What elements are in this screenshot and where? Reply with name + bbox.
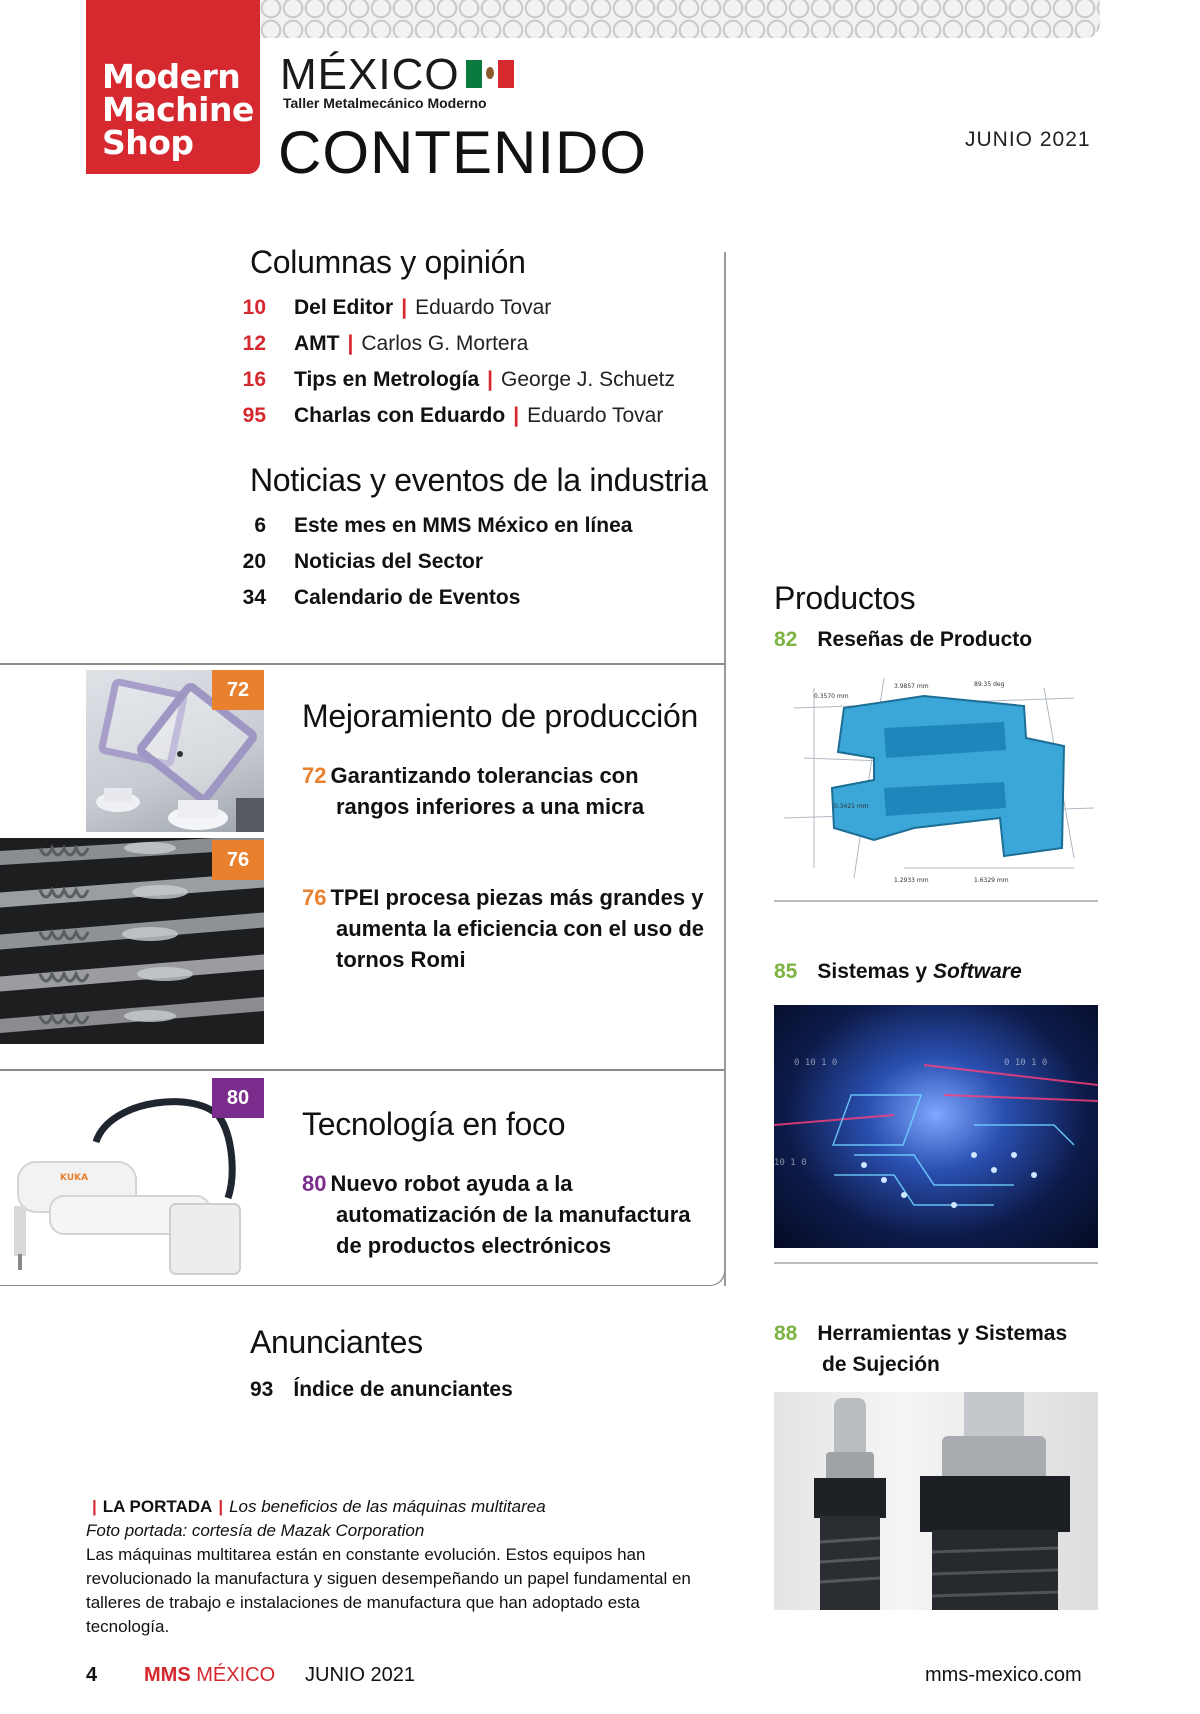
footer-brand-light: MÉXICO — [196, 1664, 276, 1686]
page-number: 93 — [250, 1378, 274, 1401]
logo-line-3: Shop — [102, 123, 194, 162]
footer-date: JUNIO 2021 — [305, 1664, 416, 1686]
feature-entry[interactable] — [302, 760, 644, 822]
entry-title-line: de productos electrónicos — [336, 1233, 612, 1258]
svg-text:0.3421 mm: 0.3421 mm — [834, 803, 869, 810]
divider-productos-2 — [774, 1262, 1098, 1264]
divider-mejoramiento — [0, 663, 726, 665]
entry-title: AMT — [294, 332, 340, 355]
page-number: 95 — [242, 404, 266, 427]
page-number: 6 — [254, 514, 266, 537]
svg-text:1.6329 mm: 1.6329 mm — [974, 877, 1009, 884]
page-number: 12 — [242, 332, 266, 355]
page-number: 20 — [242, 550, 266, 573]
cover-description — [86, 1495, 726, 1639]
section-heading-noticias: Noticias y eventos de la industria — [250, 462, 708, 498]
toc-entry[interactable] — [222, 586, 520, 610]
cover-credit: Foto portada: cortesía de Mazak Corporation — [86, 1521, 425, 1540]
page-number: 16 — [242, 368, 266, 391]
entry-title-line: TPEI procesa piezas más grandes y — [330, 885, 704, 910]
entry-title: Del Editor — [294, 296, 394, 319]
photo-tool-holders — [774, 1392, 1098, 1610]
entry-title-italic: Software — [932, 960, 1022, 983]
page-number: 76 — [302, 885, 327, 910]
section-heading-columnas: Columnas y opinión — [250, 244, 526, 280]
section-heading-anunciantes: Anunciantes — [250, 1324, 423, 1360]
page-number: 80 — [302, 1171, 327, 1196]
page-number: 82 — [774, 628, 798, 651]
svg-text:0 10 1 0: 0 10 1 0 — [794, 1058, 838, 1068]
photo-circuit-board — [774, 1005, 1098, 1248]
entry-author: Carlos G. Mortera — [361, 332, 529, 355]
toc-entry[interactable] — [774, 1318, 1067, 1380]
entry-title: Reseñas de Producto — [817, 628, 1033, 651]
entry-title-line: automatización de la manufactura — [336, 1202, 691, 1227]
edition-subtitle: Taller Metalmecánico Moderno — [283, 95, 487, 111]
page-number: 85 — [774, 960, 798, 983]
cover-label: LA PORTADA — [102, 1497, 213, 1516]
toc-entry[interactable] — [250, 1378, 513, 1402]
page-badge: 76 — [212, 840, 264, 880]
page-number: 10 — [242, 296, 266, 319]
footer-brand — [144, 1664, 275, 1687]
edition-title: MÉXICO — [280, 50, 460, 99]
section-heading-mejoramiento: Mejoramiento de producción — [302, 698, 698, 734]
entry-title: Tips en Metrología — [294, 368, 480, 391]
issue-date: JUNIO 2021 — [965, 128, 1091, 151]
svg-text:10 1 0: 10 1 0 — [774, 1158, 807, 1168]
logo-line-1: Modern — [102, 57, 241, 96]
toc-entry[interactable]: 12 AMT | Carlos G. Mortera — [222, 332, 528, 356]
footer-page-number: 4 — [86, 1664, 98, 1686]
page-number: 88 — [774, 1322, 798, 1345]
svg-text:0.3570 mm: 0.3570 mm — [814, 693, 849, 700]
entry-title-line: Garantizando tolerancias con — [330, 763, 639, 788]
footer-brand-bold: MMS — [144, 1664, 191, 1686]
entry-author: George J. Schuetz — [501, 368, 675, 391]
mexico-flag-icon — [466, 60, 514, 88]
robot-brand-label: KUKA — [60, 1173, 89, 1183]
toc-entry[interactable] — [774, 956, 1022, 987]
entry-title-line: Nuevo robot ayuda a la — [330, 1171, 573, 1196]
entry-title: Calendario de Eventos — [294, 586, 521, 609]
cover-title: Los beneficios de las máquinas multitarea — [229, 1497, 546, 1516]
cover-body-line: revolucionado la manufactura y siguen desempeñando un papel fundamental en — [86, 1569, 691, 1588]
page-badge: 72 — [212, 670, 264, 710]
toc-entry[interactable]: 10 Del Editor | Eduardo Tovar — [222, 296, 551, 320]
logo-line-2: Machine — [102, 90, 254, 129]
feature-entry[interactable] — [302, 1168, 691, 1261]
page-number: 72 — [302, 763, 327, 788]
feature-entry[interactable] — [302, 882, 704, 975]
toc-entry[interactable]: 16 Tips en Metrología | George J. Schuetz — [222, 368, 675, 392]
entry-title-line: tornos Romi — [336, 947, 466, 972]
section-heading-tecnologia: Tecnología en foco — [302, 1106, 566, 1142]
mms-logo — [86, 0, 260, 174]
entry-title: Charlas con Eduardo — [294, 404, 506, 427]
cover-body-line: talleres de trabajo e instalaciones de manufactura que han adoptado esta tecnología. — [86, 1593, 640, 1636]
page-badge: 80 — [212, 1078, 264, 1118]
entry-title: Este mes en MMS México en línea — [294, 514, 633, 537]
toc-entry[interactable] — [222, 514, 632, 538]
cover-body-line: Las máquinas multitarea están en constante evolución. Estos equipos han — [86, 1545, 646, 1564]
page-number: 34 — [242, 586, 266, 609]
photo-cad-dimension-model — [774, 668, 1098, 898]
page-title: CONTENIDO — [278, 119, 647, 186]
cover-headline: | LA PORTADA | Los beneficios de las máquinas multitarea — [92, 1497, 546, 1516]
entry-title-line: aumenta la eficiencia con el uso de — [336, 916, 705, 941]
entry-title-line: rangos inferiores a una micra — [336, 794, 645, 819]
svg-text:0 10 1 0: 0 10 1 0 — [1004, 1058, 1048, 1068]
footer-website-link[interactable]: mms-mexico.com — [925, 1664, 1082, 1686]
svg-text:1.2933 mm: 1.2933 mm — [894, 877, 929, 884]
toc-entry[interactable] — [222, 550, 483, 574]
entry-title: Noticias del Sector — [294, 550, 484, 573]
header-pattern-band — [260, 0, 1100, 38]
toc-entry[interactable]: 95 Charlas con Eduardo | Eduardo Tovar — [222, 404, 663, 428]
svg-text:3.9857 mm: 3.9857 mm — [894, 683, 929, 690]
entry-title: Índice de anunciantes — [293, 1378, 513, 1401]
entry-author: Eduardo Tovar — [527, 404, 664, 427]
section-heading-productos: Productos — [774, 580, 916, 616]
entry-title: Sistemas y — [817, 960, 933, 983]
entry-title-line: de Sujeción — [822, 1353, 940, 1376]
entry-author: Eduardo Tovar — [415, 296, 552, 319]
entry-title-line: Herramientas y Sistemas — [817, 1322, 1068, 1345]
divider-productos-1 — [774, 900, 1098, 902]
toc-entry[interactable] — [774, 624, 1032, 655]
svg-text:89.35 deg: 89.35 deg — [974, 681, 1005, 688]
